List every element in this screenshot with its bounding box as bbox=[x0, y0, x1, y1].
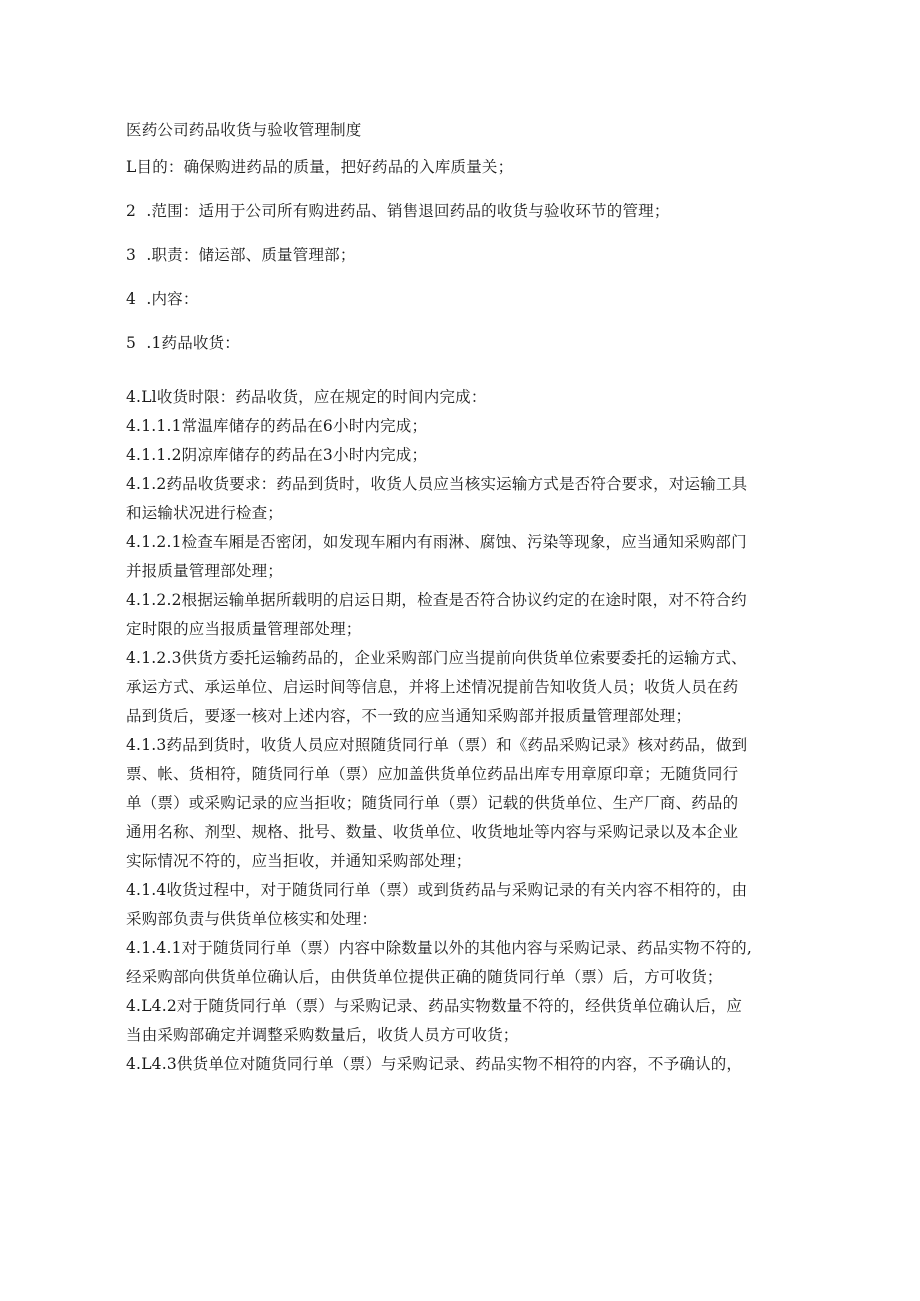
section-heading-content: 4 .内容： bbox=[126, 290, 199, 308]
paragraph-mismatch-handling bbox=[126, 876, 816, 934]
paragraph-line: 当由采购部确定并调整采购数量后，收货人员方可收货； bbox=[126, 1026, 519, 1044]
paragraph-unconfirmed-mismatch bbox=[126, 1050, 816, 1079]
paragraph-arrival-check bbox=[126, 731, 816, 876]
document-title: 医药公司药品收货与验收管理制度 bbox=[126, 121, 362, 139]
paragraph-normal-temp bbox=[126, 412, 816, 441]
paragraph-line: 4.1.2.2根据运输单据所载明的启运日期，检查是否符合协议约定的在途时限，对不符合约 bbox=[126, 591, 747, 609]
paragraph-line: 4.L4.3供货单位对随货同行单（票）与采购记录、药品实物不相符的内容，不予确认的， bbox=[126, 1055, 743, 1073]
paragraph-line: 4.1.4收货过程中，对于随货同行单（票）或到货药品与采购记录的有关内容不相符的，由 bbox=[126, 881, 748, 899]
section-heading-scope: 2 .范围：适用于公司所有购进药品、销售退回药品的收货与验收环节的管理； bbox=[126, 202, 670, 220]
paragraph-line: 品到货后，要逐一核对上述内容，不一致的应当通知采购部并报质量管理部处理； bbox=[126, 707, 692, 725]
paragraph-line: 4.1.2.1检查车厢是否密闭，如发现车厢内有雨淋、腐蚀、污染等现象，应当通知采购部门 bbox=[126, 533, 747, 551]
paragraph-line: 票、帐、货相符，随货同行单（票）应加盖供货单位药品出库专用章原印章；无随货同行 bbox=[126, 765, 739, 783]
paragraph-line: 经采购部向供货单位确认后，由供货单位提供正确的随货同行单（票）后，方可收货； bbox=[126, 968, 723, 986]
paragraph-line: 4.1.1.1常温库储存的药品在6小时内完成； bbox=[126, 417, 428, 435]
section-heading-receiving: 5 .1药品收货： bbox=[126, 334, 241, 352]
section-heading-responsibility: 3 .职责：储运部、质量管理部； bbox=[126, 246, 356, 264]
paragraph-line: 4.1.2.3供货方委托运输药品的，企业采购部门应当提前向供货单位索要委托的运输方式、 bbox=[126, 649, 747, 667]
paragraph-line: 4.1.1.2阴凉库储存的药品在3小时内完成； bbox=[126, 446, 428, 464]
paragraph-line: 承运方式、承运单位、启运时间等信息，并将上述情况提前告知收货人员；收货人员在药 bbox=[126, 678, 739, 696]
paragraph-non-quantity-mismatch bbox=[126, 934, 816, 992]
paragraph-line: 通用名称、剂型、规格、批号、数量、收货单位、收货地址等内容与采购记录以及本企业 bbox=[126, 823, 739, 841]
paragraph-transit-time bbox=[126, 586, 816, 644]
paragraph-line: 并报质量管理部处理； bbox=[126, 562, 284, 580]
paragraph-line: 4.Ll收货时限：药品收货，应在规定的时间内完成： bbox=[126, 388, 487, 406]
document-body bbox=[126, 116, 816, 1079]
paragraph-line: 4.L4.2对于随货同行单（票）与采购记录、药品实物数量不符的，经供货单位确认后，应 bbox=[126, 997, 743, 1015]
paragraph-receiving-requirements bbox=[126, 470, 816, 528]
paragraph-line: 4.1.3药品到货时，收货人员应对照随货同行单（票）和《药品采购记录》核对药品，做到 bbox=[126, 736, 748, 754]
paragraph-line: 4.1.2药品收货要求：药品到货时，收货人员应当核实运输方式是否符合要求，对运输工具 bbox=[126, 475, 748, 493]
paragraph-check-carriage bbox=[126, 528, 816, 586]
paragraph-line: 实际情况不符的，应当拒收，并通知采购部处理； bbox=[126, 852, 472, 870]
section-heading-purpose: L目的：确保购进药品的质量，把好药品的入库质量关； bbox=[126, 158, 514, 176]
paragraph-line: 和运输状况进行检查； bbox=[126, 504, 284, 522]
paragraph-entrusted-transport bbox=[126, 644, 816, 731]
paragraph-line: 定时限的应当报质量管理部处理； bbox=[126, 620, 362, 638]
paragraph-cool-storage bbox=[126, 441, 816, 470]
paragraph-quantity-mismatch bbox=[126, 992, 816, 1050]
paragraph-receiving-time-limit bbox=[126, 383, 816, 412]
paragraph-line: 4.1.4.1对于随货同行单（票）内容中除数量以外的其他内容与采购记录、药品实物不符的, bbox=[126, 939, 752, 957]
paragraph-line: 采购部负责与供货单位核实和处理： bbox=[126, 910, 378, 928]
paragraph-line: 单（票）或采购记录的应当拒收；随货同行单（票）记载的供货单位、生产厂商、药品的 bbox=[126, 794, 739, 812]
